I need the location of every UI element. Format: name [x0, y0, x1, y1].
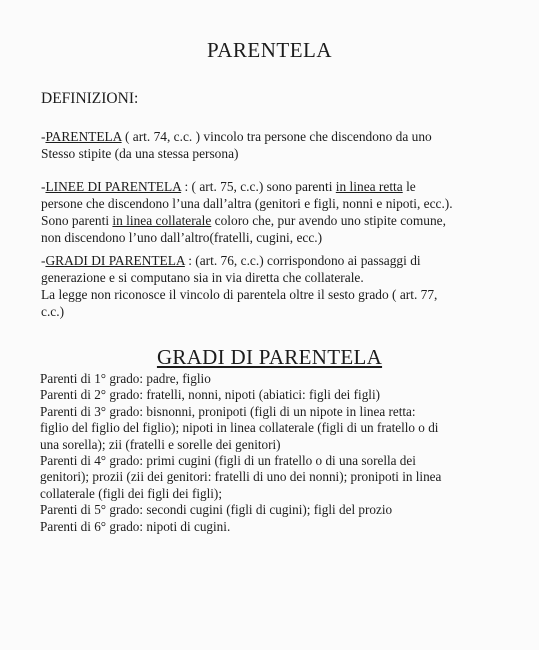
gradi-line: Parenti di 4° grado: primi cugini (figli di un fratello o di una sorella dei: [40, 453, 416, 469]
gradi-line: Parenti di 6° grado: nipoti di cugini.: [40, 518, 231, 534]
term-gradi: GRADI DI PARENTELA: [45, 253, 185, 268]
gradi-line: una sorella); zii (fratelli e sorelle dei genitori): [40, 436, 281, 452]
def-gradi-line-1: -GRADI DI PARENTELA : (art. 76, c.c.) corrispondono ai passaggi di: [41, 253, 421, 268]
gradi-line: Parenti di 2° grado: fratelli, nonni, nipoti (abiatici: figli dei figli): [40, 387, 381, 403]
def-gradi-line-2: generazione e si computano sia in via diretta che collaterale.: [41, 270, 364, 285]
term-linea-collaterale: in linea collaterale: [112, 213, 212, 228]
gradi-line: genitori); prozii (zii dei genitori: fratelli di uno dei nonni); pronipoti in linea: [40, 469, 442, 485]
gradi-line: figlio del figlio del figlio); nipoti in linea collaterale (figli di un fratello o di: [40, 420, 439, 436]
definizioni-heading: DEFINIZIONI:: [41, 90, 139, 107]
def-gradi-line-4: c.c.): [41, 304, 65, 319]
page-title: PARENTELA: [206, 38, 333, 62]
term-linea-retta: in linea retta: [335, 179, 403, 194]
def-parentela-line-1: -PARENTELA ( art. 74, c.c. ) vincolo tra persone che discendono da uno: [41, 129, 432, 144]
gradi-list: [40, 371, 490, 535]
def-gradi: [41, 252, 491, 320]
def-parentela: [41, 128, 491, 162]
def-linee-line-2: persone che discendono l’una dall’altra (genitori e figli, nonni e nipoti, ecc.).: [41, 196, 453, 211]
def-parentela-line-2: Stesso stipite (da una stessa persona): [41, 146, 239, 161]
gradi-heading: GRADI DI PARENTELA: [156, 345, 383, 369]
term-parentela: PARENTELA: [45, 129, 122, 144]
term-linee: LINEE DI PARENTELA: [45, 179, 182, 194]
def-linee-line-1: -LINEE DI PARENTELA : ( art. 75, c.c.) sono parenti in linea retta le: [41, 179, 416, 194]
def-gradi-line-3: La legge non riconosce il vincolo di parentela oltre il sesto grado ( art. 77,: [41, 287, 438, 302]
gradi-line: collaterale (figli dei figli dei figli);: [40, 485, 222, 501]
gradi-line: Parenti di 3° grado: bisnonni, pronipoti (figli di un nipote in linea retta:: [40, 403, 416, 419]
def-linee-line-4: non discendono l’uno dall’altro(fratelli, cugini, ecc.): [41, 230, 323, 245]
gradi-line: Parenti di 1° grado: padre, figlio: [40, 371, 211, 386]
gradi-line: Parenti di 5° grado: secondi cugini (figli di cugini); figli del prozio: [40, 502, 393, 518]
def-linee-line-3: Sono parenti in linea collaterale coloro che, pur avendo uno stipite comune,: [41, 213, 446, 228]
def-linee: [41, 178, 491, 246]
